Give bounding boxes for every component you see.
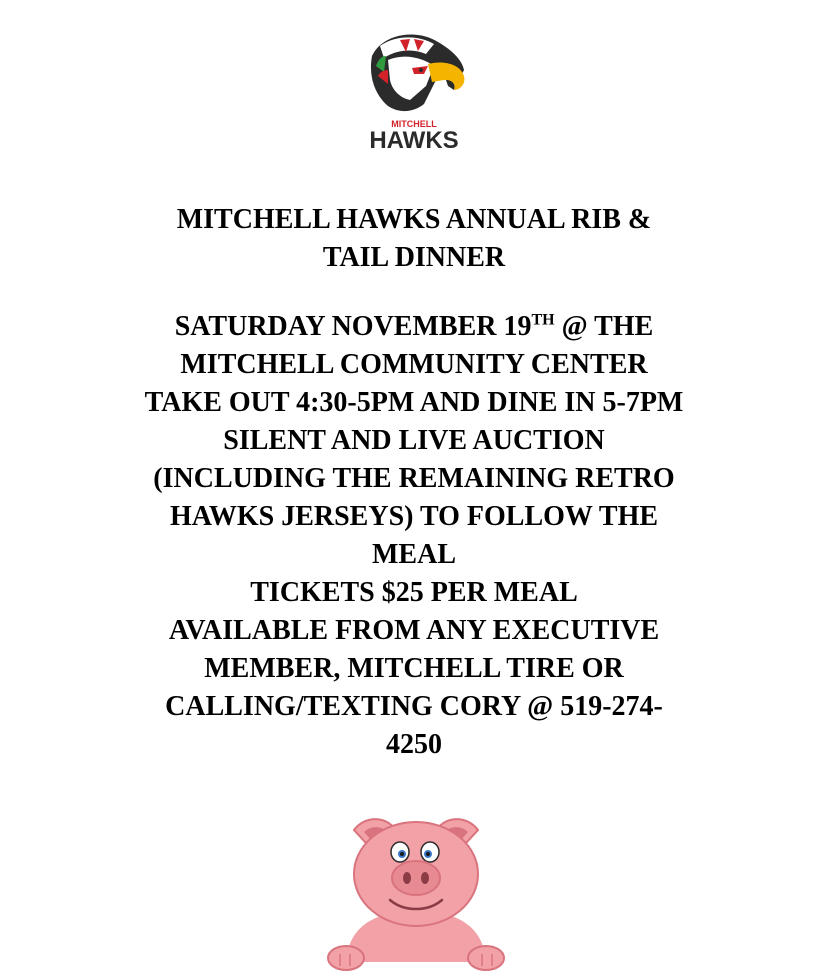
- times-line: TAKE OUT 4:30-5PM AND DINE IN 5-7PM: [144, 387, 684, 418]
- event-details: [40, 308, 788, 764]
- availability-line-2: MEMBER, MITCHELL TIRE OR: [204, 653, 624, 684]
- venue-line: MITCHELL COMMUNITY CENTER: [180, 349, 648, 380]
- logo-team-small: MITCHELL: [391, 119, 437, 129]
- event-title: [40, 201, 788, 277]
- availability-line-4: 4250: [386, 729, 442, 760]
- date-prefix: SATURDAY NOVEMBER 19: [174, 311, 532, 342]
- date-rest: @ THE: [554, 311, 654, 342]
- pig-illustration: [316, 812, 516, 979]
- title-line-2: TAIL DINNER: [322, 242, 506, 273]
- auction-note-line-2: HAWKS JERSEYS) TO FOLLOW THE: [169, 501, 659, 532]
- title-line-1: MITCHELL HAWKS ANNUAL RIB &: [176, 204, 652, 235]
- auction-line: SILENT AND LIVE AUCTION: [223, 425, 605, 456]
- mitchell-hawks-logo: [354, 26, 474, 154]
- logo-team-large: HAWKS: [369, 127, 459, 154]
- availability-line-1: AVAILABLE FROM ANY EXECUTIVE: [168, 615, 660, 646]
- auction-note-line-3: MEAL: [372, 539, 456, 570]
- date-line: [40, 308, 788, 346]
- hawk-head-icon: [354, 26, 474, 154]
- pig-icon: [316, 812, 516, 979]
- availability-line-3: CALLING/TEXTING CORY @ 519-274-: [165, 691, 663, 722]
- tickets-line: TICKETS $25 PER MEAL: [250, 577, 578, 608]
- auction-note-line-1: (INCLUDING THE REMAINING RETRO: [153, 463, 675, 494]
- date-suffix: TH: [531, 311, 555, 329]
